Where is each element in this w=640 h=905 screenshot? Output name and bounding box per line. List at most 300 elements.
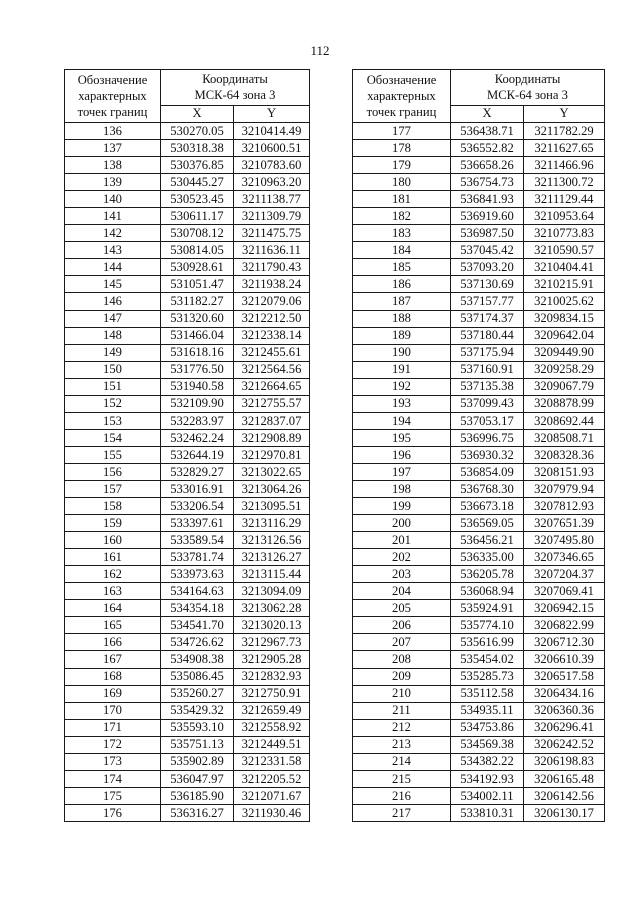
point-number-cell: 203: [353, 566, 451, 583]
table-row: [353, 685, 605, 702]
x-coordinate-cell: 535924.91: [451, 600, 524, 617]
y-coordinate-cell: 3210590.57: [524, 242, 605, 259]
table-row: [65, 463, 310, 480]
y-coordinate-cell: 3208328.36: [524, 446, 605, 463]
point-number-cell: 164: [65, 600, 161, 617]
point-number-cell: 212: [353, 719, 451, 736]
point-number-cell: 201: [353, 532, 451, 549]
y-coordinate-cell: 3211930.46: [234, 804, 310, 821]
x-coordinate-cell: 534935.11: [451, 702, 524, 719]
point-number-cell: 170: [65, 702, 161, 719]
x-coordinate-cell: 536658.26: [451, 157, 524, 174]
table-row: [353, 736, 605, 753]
point-number-cell: 202: [353, 549, 451, 566]
y-coordinate-cell: 3212071.67: [234, 787, 310, 804]
y-coordinate-cell: 3206434.16: [524, 685, 605, 702]
point-number-cell: 146: [65, 293, 161, 310]
table-row: [65, 498, 310, 515]
table-row: [353, 651, 605, 668]
y-coordinate-cell: 3206198.83: [524, 753, 605, 770]
point-number-cell: 180: [353, 174, 451, 191]
x-coordinate-cell: 533397.61: [161, 515, 234, 532]
table-row: [353, 123, 605, 140]
x-coordinate-cell: 535285.73: [451, 668, 524, 685]
x-coordinate-cell: 534726.62: [161, 634, 234, 651]
point-number-cell: 192: [353, 378, 451, 395]
point-number-cell: 191: [353, 361, 451, 378]
y-coordinate-cell: 3206610.39: [524, 651, 605, 668]
table-row: [353, 549, 605, 566]
point-number-cell: 187: [353, 293, 451, 310]
x-coordinate-cell: 533206.54: [161, 498, 234, 515]
point-number-cell: 152: [65, 395, 161, 412]
y-coordinate-cell: 3212205.52: [234, 770, 310, 787]
y-coordinate-cell: 3213020.13: [234, 617, 310, 634]
point-number-cell: 162: [65, 566, 161, 583]
x-coordinate-cell: 537180.44: [451, 327, 524, 344]
x-coordinate-cell: 536316.27: [161, 804, 234, 821]
page-number: 112: [310, 43, 330, 58]
point-number-cell: 200: [353, 515, 451, 532]
x-coordinate-cell: 537175.94: [451, 344, 524, 361]
y-coordinate-cell: 3206242.52: [524, 736, 605, 753]
table-row: [65, 344, 310, 361]
table-row: [353, 208, 605, 225]
table-row: [65, 293, 310, 310]
x-coordinate-cell: 530270.05: [161, 123, 234, 140]
x-coordinate-cell: 533810.31: [451, 804, 524, 821]
table-row: [65, 480, 310, 497]
y-coordinate-cell: 3210783.60: [234, 157, 310, 174]
x-coordinate-cell: 536205.78: [451, 566, 524, 583]
point-number-cell: 155: [65, 446, 161, 463]
table-row: [353, 310, 605, 327]
point-number-cell: 136: [65, 123, 161, 140]
y-coordinate-cell: 3211466.96: [524, 157, 605, 174]
y-coordinate-cell: 3207651.39: [524, 515, 605, 532]
table-row: [353, 566, 605, 583]
y-coordinate-cell: 3213115.44: [234, 566, 310, 583]
y-coordinate-cell: 3213062.28: [234, 600, 310, 617]
x-coordinate-cell: 534354.18: [161, 600, 234, 617]
x-coordinate-cell: 534382.22: [451, 753, 524, 770]
table-row: [65, 123, 310, 140]
point-number-cell: 178: [353, 140, 451, 157]
x-coordinate-cell: 535593.10: [161, 719, 234, 736]
x-coordinate-cell: 536996.75: [451, 429, 524, 446]
point-number-cell: 147: [65, 310, 161, 327]
y-coordinate-cell: 3212832.93: [234, 668, 310, 685]
table-row: [353, 515, 605, 532]
table-row: [65, 753, 310, 770]
point-number-cell: 210: [353, 685, 451, 702]
x-coordinate-cell: 531776.50: [161, 361, 234, 378]
table-row: [353, 463, 605, 480]
table-row: [353, 191, 605, 208]
y-coordinate-cell: 3206360.36: [524, 702, 605, 719]
table-row: [65, 446, 310, 463]
table-row: [65, 429, 310, 446]
column-header-x: X: [451, 105, 524, 122]
x-coordinate-cell: 532462.24: [161, 429, 234, 446]
point-number-cell: 167: [65, 651, 161, 668]
table-row: [65, 634, 310, 651]
table-row: [353, 174, 605, 191]
x-coordinate-cell: 535112.58: [451, 685, 524, 702]
table-row: [353, 344, 605, 361]
x-coordinate-cell: 532644.19: [161, 446, 234, 463]
y-coordinate-cell: 3211782.29: [524, 123, 605, 140]
point-number-cell: 204: [353, 583, 451, 600]
y-coordinate-cell: 3213116.29: [234, 515, 310, 532]
y-coordinate-cell: 3210953.64: [524, 208, 605, 225]
point-number-cell: 216: [353, 787, 451, 804]
table-row: [65, 225, 310, 242]
table-row: [353, 617, 605, 634]
x-coordinate-cell: 531051.47: [161, 276, 234, 293]
y-coordinate-cell: 3209642.04: [524, 327, 605, 344]
y-coordinate-cell: 3211938.24: [234, 276, 310, 293]
x-coordinate-cell: 536768.30: [451, 480, 524, 497]
x-coordinate-cell: 536754.73: [451, 174, 524, 191]
table-row: [353, 583, 605, 600]
point-number-cell: 205: [353, 600, 451, 617]
point-number-cell: 142: [65, 225, 161, 242]
point-number-cell: 186: [353, 276, 451, 293]
y-coordinate-cell: 3212564.56: [234, 361, 310, 378]
table-row: [65, 600, 310, 617]
y-coordinate-cell: 3213022.65: [234, 463, 310, 480]
table-row: [65, 702, 310, 719]
y-coordinate-cell: 3212908.89: [234, 429, 310, 446]
y-coordinate-cell: 3212905.28: [234, 651, 310, 668]
y-coordinate-cell: 3207812.93: [524, 498, 605, 515]
table-row: [65, 259, 310, 276]
table-row: [353, 498, 605, 515]
table-row: [65, 276, 310, 293]
x-coordinate-cell: 537053.17: [451, 412, 524, 429]
x-coordinate-cell: 536068.94: [451, 583, 524, 600]
table-row: [65, 515, 310, 532]
x-coordinate-cell: 530523.45: [161, 191, 234, 208]
y-coordinate-cell: 3207979.94: [524, 480, 605, 497]
x-coordinate-cell: 535429.32: [161, 702, 234, 719]
x-coordinate-cell: 536919.60: [451, 208, 524, 225]
y-coordinate-cell: 3212331.58: [234, 753, 310, 770]
y-coordinate-cell: 3208151.93: [524, 463, 605, 480]
x-coordinate-cell: 537093.20: [451, 259, 524, 276]
y-coordinate-cell: 3208878.99: [524, 395, 605, 412]
y-coordinate-cell: 3209258.29: [524, 361, 605, 378]
table-row: [353, 804, 605, 821]
column-header-y: Y: [524, 105, 605, 122]
point-number-cell: 144: [65, 259, 161, 276]
table-row: [353, 242, 605, 259]
table-row: [353, 140, 605, 157]
x-coordinate-cell: 535260.27: [161, 685, 234, 702]
x-coordinate-cell: 531182.27: [161, 293, 234, 310]
point-number-cell: 160: [65, 532, 161, 549]
y-coordinate-cell: 3206165.48: [524, 770, 605, 787]
point-number-cell: 143: [65, 242, 161, 259]
y-coordinate-cell: 3212455.61: [234, 344, 310, 361]
x-coordinate-cell: 536930.32: [451, 446, 524, 463]
x-coordinate-cell: 536335.00: [451, 549, 524, 566]
x-coordinate-cell: 536854.09: [451, 463, 524, 480]
x-coordinate-cell: 534908.38: [161, 651, 234, 668]
point-number-cell: 184: [353, 242, 451, 259]
y-coordinate-cell: 3212755.57: [234, 395, 310, 412]
point-number-cell: 183: [353, 225, 451, 242]
point-number-cell: 182: [353, 208, 451, 225]
column-header-x: X: [161, 105, 234, 122]
y-coordinate-cell: 3212212.50: [234, 310, 310, 327]
table-row: [65, 174, 310, 191]
x-coordinate-cell: 536673.18: [451, 498, 524, 515]
y-coordinate-cell: 3213095.51: [234, 498, 310, 515]
y-coordinate-cell: 3211790.43: [234, 259, 310, 276]
x-coordinate-cell: 530708.12: [161, 225, 234, 242]
point-number-cell: 149: [65, 344, 161, 361]
table-row: [65, 719, 310, 736]
table-row: [65, 242, 310, 259]
y-coordinate-cell: 3206130.17: [524, 804, 605, 821]
y-coordinate-cell: 3206942.15: [524, 600, 605, 617]
table-row: [353, 668, 605, 685]
table-row: [353, 276, 605, 293]
table-row: [353, 532, 605, 549]
point-number-cell: 171: [65, 719, 161, 736]
y-coordinate-cell: 3209067.79: [524, 378, 605, 395]
y-coordinate-cell: 3210414.49: [234, 123, 310, 140]
point-number-cell: 145: [65, 276, 161, 293]
table-row: [353, 412, 605, 429]
y-coordinate-cell: 3207069.41: [524, 583, 605, 600]
point-number-cell: 199: [353, 498, 451, 515]
x-coordinate-cell: 530318.38: [161, 140, 234, 157]
y-coordinate-cell: 3206517.58: [524, 668, 605, 685]
point-number-cell: 185: [353, 259, 451, 276]
table-row: [353, 753, 605, 770]
y-coordinate-cell: 3208692.44: [524, 412, 605, 429]
x-coordinate-cell: 536047.97: [161, 770, 234, 787]
y-coordinate-cell: 3210025.62: [524, 293, 605, 310]
x-coordinate-cell: 535616.99: [451, 634, 524, 651]
y-coordinate-cell: 3212837.07: [234, 412, 310, 429]
x-coordinate-cell: 530376.85: [161, 157, 234, 174]
x-coordinate-cell: 537135.38: [451, 378, 524, 395]
point-number-cell: 158: [65, 498, 161, 515]
point-number-cell: 174: [65, 770, 161, 787]
x-coordinate-cell: 533781.74: [161, 549, 234, 566]
y-coordinate-cell: 3211475.75: [234, 225, 310, 242]
y-coordinate-cell: 3211300.72: [524, 174, 605, 191]
point-number-cell: 137: [65, 140, 161, 157]
coordinates-table-left: [64, 69, 310, 822]
table-row: [353, 600, 605, 617]
point-number-cell: 177: [353, 123, 451, 140]
y-coordinate-cell: 3206142.56: [524, 787, 605, 804]
x-coordinate-cell: 535902.89: [161, 753, 234, 770]
y-coordinate-cell: 3213094.09: [234, 583, 310, 600]
point-number-cell: 153: [65, 412, 161, 429]
point-number-cell: 189: [353, 327, 451, 344]
point-number-cell: 161: [65, 549, 161, 566]
y-coordinate-cell: 3212079.06: [234, 293, 310, 310]
x-coordinate-cell: 536456.21: [451, 532, 524, 549]
x-coordinate-cell: 535086.45: [161, 668, 234, 685]
table-row: [65, 583, 310, 600]
y-coordinate-cell: 3212558.92: [234, 719, 310, 736]
x-coordinate-cell: 533973.63: [161, 566, 234, 583]
y-coordinate-cell: 3206712.30: [524, 634, 605, 651]
x-coordinate-cell: 530928.61: [161, 259, 234, 276]
point-number-cell: 208: [353, 651, 451, 668]
point-number-cell: 154: [65, 429, 161, 446]
point-number-cell: 194: [353, 412, 451, 429]
x-coordinate-cell: 536569.05: [451, 515, 524, 532]
table-row: [65, 361, 310, 378]
y-coordinate-cell: 3208508.71: [524, 429, 605, 446]
y-coordinate-cell: 3206296.41: [524, 719, 605, 736]
x-coordinate-cell: 532829.27: [161, 463, 234, 480]
table-row: [353, 770, 605, 787]
table-row: [353, 446, 605, 463]
y-coordinate-cell: 3211129.44: [524, 191, 605, 208]
x-coordinate-cell: 536185.90: [161, 787, 234, 804]
point-number-cell: 168: [65, 668, 161, 685]
x-coordinate-cell: 537099.43: [451, 395, 524, 412]
table-row: [65, 208, 310, 225]
x-coordinate-cell: 534192.93: [451, 770, 524, 787]
table-row: [353, 634, 605, 651]
x-coordinate-cell: 530814.05: [161, 242, 234, 259]
table-row: [65, 157, 310, 174]
x-coordinate-cell: 536438.71: [451, 123, 524, 140]
point-number-cell: 207: [353, 634, 451, 651]
point-number-cell: 140: [65, 191, 161, 208]
x-coordinate-cell: 534541.70: [161, 617, 234, 634]
x-coordinate-cell: 536841.93: [451, 191, 524, 208]
x-coordinate-cell: 534753.86: [451, 719, 524, 736]
y-coordinate-cell: 3212338.14: [234, 327, 310, 344]
point-number-cell: 196: [353, 446, 451, 463]
point-number-cell: 159: [65, 515, 161, 532]
y-coordinate-cell: 3209449.90: [524, 344, 605, 361]
column-header-y: Y: [234, 105, 310, 122]
table-row: [65, 412, 310, 429]
y-coordinate-cell: 3210600.51: [234, 140, 310, 157]
point-number-cell: 190: [353, 344, 451, 361]
table-row: [65, 770, 310, 787]
x-coordinate-cell: 530445.27: [161, 174, 234, 191]
column-header-coordinates: Координаты МСК-64 зона 3: [451, 70, 605, 106]
table-row: [65, 140, 310, 157]
x-coordinate-cell: 531320.60: [161, 310, 234, 327]
y-coordinate-cell: 3212659.49: [234, 702, 310, 719]
column-header-coordinates: Координаты МСК-64 зона 3: [161, 70, 310, 106]
point-number-cell: 193: [353, 395, 451, 412]
table-row: [353, 361, 605, 378]
y-coordinate-cell: 3213126.27: [234, 549, 310, 566]
table-row: [65, 804, 310, 821]
x-coordinate-cell: 535751.13: [161, 736, 234, 753]
point-number-cell: 165: [65, 617, 161, 634]
table-row: [65, 668, 310, 685]
table-row: [65, 310, 310, 327]
point-number-cell: 209: [353, 668, 451, 685]
y-coordinate-cell: 3210773.83: [524, 225, 605, 242]
point-number-cell: 156: [65, 463, 161, 480]
x-coordinate-cell: 534002.11: [451, 787, 524, 804]
point-number-cell: 211: [353, 702, 451, 719]
table-row: [65, 685, 310, 702]
x-coordinate-cell: 536552.82: [451, 140, 524, 157]
point-number-cell: 213: [353, 736, 451, 753]
point-number-cell: 163: [65, 583, 161, 600]
table-row: [65, 566, 310, 583]
y-coordinate-cell: 3210215.91: [524, 276, 605, 293]
table-row: [65, 617, 310, 634]
x-coordinate-cell: 537160.91: [451, 361, 524, 378]
x-coordinate-cell: 531466.04: [161, 327, 234, 344]
x-coordinate-cell: 536987.50: [451, 225, 524, 242]
table-row: [65, 787, 310, 804]
x-coordinate-cell: 530611.17: [161, 208, 234, 225]
table-row: [353, 157, 605, 174]
x-coordinate-cell: 535774.10: [451, 617, 524, 634]
point-number-cell: 138: [65, 157, 161, 174]
table-row: [353, 702, 605, 719]
y-coordinate-cell: 3212664.65: [234, 378, 310, 395]
y-coordinate-cell: 3207204.37: [524, 566, 605, 583]
table-row: [353, 293, 605, 310]
table-row: [353, 480, 605, 497]
table-row: [353, 225, 605, 242]
coordinates-table-right: [352, 69, 605, 822]
y-coordinate-cell: 3212970.81: [234, 446, 310, 463]
y-coordinate-cell: 3210404.41: [524, 259, 605, 276]
x-coordinate-cell: 537130.69: [451, 276, 524, 293]
point-number-cell: 139: [65, 174, 161, 191]
table-row: [353, 327, 605, 344]
point-number-cell: 141: [65, 208, 161, 225]
y-coordinate-cell: 3209834.15: [524, 310, 605, 327]
y-coordinate-cell: 3206822.99: [524, 617, 605, 634]
y-coordinate-cell: 3207346.65: [524, 549, 605, 566]
x-coordinate-cell: 531940.58: [161, 378, 234, 395]
point-number-cell: 157: [65, 480, 161, 497]
point-number-cell: 169: [65, 685, 161, 702]
y-coordinate-cell: 3213126.56: [234, 532, 310, 549]
y-coordinate-cell: 3207495.80: [524, 532, 605, 549]
y-coordinate-cell: 3211309.79: [234, 208, 310, 225]
column-header-point-label: Обозначение характерных точек границ: [65, 70, 161, 123]
point-number-cell: 150: [65, 361, 161, 378]
y-coordinate-cell: 3212750.91: [234, 685, 310, 702]
table-row: [65, 191, 310, 208]
x-coordinate-cell: 533016.91: [161, 480, 234, 497]
point-number-cell: 198: [353, 480, 451, 497]
table-row: [65, 651, 310, 668]
table-row: [65, 395, 310, 412]
y-coordinate-cell: 3212449.51: [234, 736, 310, 753]
column-header-point-label: Обозначение характерных точек границ: [353, 70, 451, 123]
point-number-cell: 188: [353, 310, 451, 327]
x-coordinate-cell: 537157.77: [451, 293, 524, 310]
point-number-cell: 195: [353, 429, 451, 446]
point-number-cell: 179: [353, 157, 451, 174]
